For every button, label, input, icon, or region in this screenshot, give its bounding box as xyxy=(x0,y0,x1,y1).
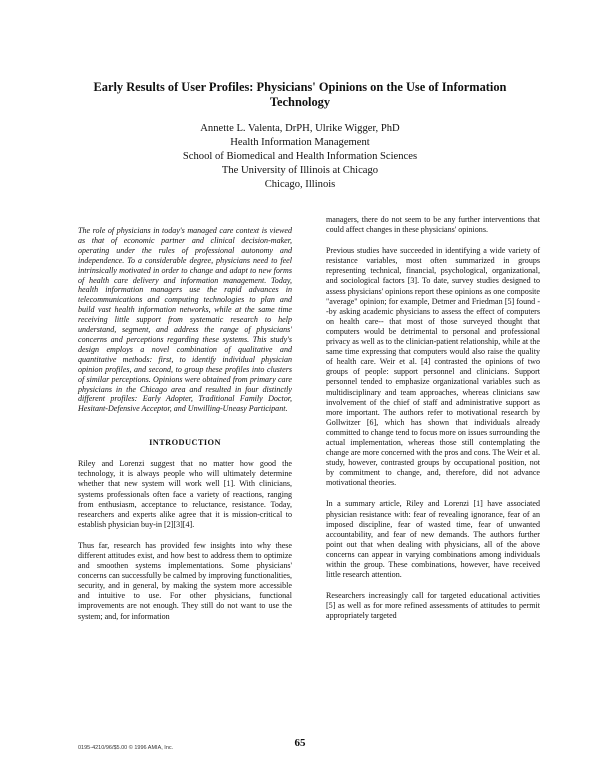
author-names: Annette L. Valenta, DrPH, Ulrike Wigger, PhD xyxy=(200,123,400,134)
body-paragraph: In a summary article, Riley and Lorenzi [1] have associated physician resistance with: fear of revealing ignorance, fear of an imposed discipline, fear of wasted time, fear of unwanted accountability, and fear of new demands. The authors further point out that when dealing with physicians, all of the above concerns can appear in varying combinations among individuals within the group. These combinations, however, have received little research attention. xyxy=(326,499,540,580)
affiliation-university: The University of Illinois at Chicago xyxy=(221,165,379,176)
body-paragraph: Researchers increasingly call for targeted educational activities [5] as well as for more refined assessments of attitudes to permit appropriately targeted xyxy=(326,591,540,621)
affiliation-department: Health Information Management xyxy=(230,137,370,148)
right-column xyxy=(326,215,540,632)
paper-title: Early Results of User Profiles: Physicians' Opinions on the Use of Information Technology xyxy=(93,80,507,109)
page-number: 65 xyxy=(294,737,306,749)
introduction-heading: INTRODUCTION xyxy=(149,438,221,448)
copyright-footer: 0195-4210/96/$5.00 © 1996 AMIA, Inc. xyxy=(78,745,174,751)
left-column xyxy=(78,226,292,633)
intro-paragraph: Riley and Lorenzi suggest that no matter how good the technology, it is always people who will ultimately determine whether that new system will work well [1]. With clinicians, systems professionals often face a variety of reactions, ranging from enthusiasm, acceptance to reluctance, resistance. Today, researchers and experts alike agree that it is mission-critical to establish physician buy-in [2][3][4]. xyxy=(78,459,292,529)
body-paragraph: managers, there do not seem to be any further interventions that could affect changes in these physicians' opinions. xyxy=(326,215,540,235)
author-block xyxy=(80,122,520,192)
abstract: The role of physicians in today's managed care context is viewed as that of economic partner and clinical decision-maker, operating under the rules of professional autonomy and independence. To a considerable degree, physicians need to feel intrinsically motivated in order to change and adapt to new forms of health care delivery and information management. Today, health information managers use the rapid advances in telecommunications and computing technologies to plan and build vast health information networks, while at the same time receiving little support from systematic research to help understand, segment, and address the range of physicians' concerns and perceptions regarding these systems. This study's design employs a novel combination of qualitative and quantitative methods: first, to identify individual physician opinion profiles, and second, to group these profiles into clusters of similar perceptions. Opinions were obtained from primary care physicians in the Chicago area and resulted in four distinctly different profiles: Early Adopter, Traditional Family Doctor, Hesitant-Defensive Acceptor, and Unwilling-Uneasy Participant. xyxy=(78,226,292,414)
affiliation-city: Chicago, Illinois xyxy=(264,179,336,190)
intro-paragraph: Thus far, research has provided few insights into why these different attitudes exist, and how best to address them to optimize and smoothen systems implementations. Some physicians' concerns can successfully be calmed by improving functionalities, security, and in general, by making the system more accessible and intuitive to use. For other physicians, functional improvements are not enough. They still do not want to use the system; and, for information xyxy=(78,540,292,621)
affiliation-school: School of Biomedical and Health Information Sciences xyxy=(182,151,418,162)
body-paragraph: Previous studies have succeeded in identifying a wide variety of resistance variables, most often summarized in groups representing technical, financial, psychological, organizational, and sociological factors [3]. To date, survey studies designed to assess physicians' opinions report these opinions as one composite "average" opinion; for example, Detmer and Friedman [5] found --by asking academic physicians to assess the effect of computers on health care-- that most of those surveyed thought that computers would be detrimental to personal and professional privacy as well as to the clinician-patient relationship, while at the same time expressing that computers would also raise the quality of health care. Weir et al. [4] contrasted the opinions of two groups of people: support personnel and clinicians. Support personnel tended to emphasize organizational variables such as multidisciplinary and team approaches, whereas clinicians saw involvement of the chief of staff and administrative support as more important. The authors refer to motivational research by Gollwitzer [6], which has shown that individuals already committed to change tend to focus more on issues surrounding the actual implementation, whereas those still contemplating the change are more concerned with the pros and cons. The Weir et al. study, however, contrasted groups by occupational position, not by commitment to change, and, therefore, did not advance motivational theories. xyxy=(326,246,541,488)
